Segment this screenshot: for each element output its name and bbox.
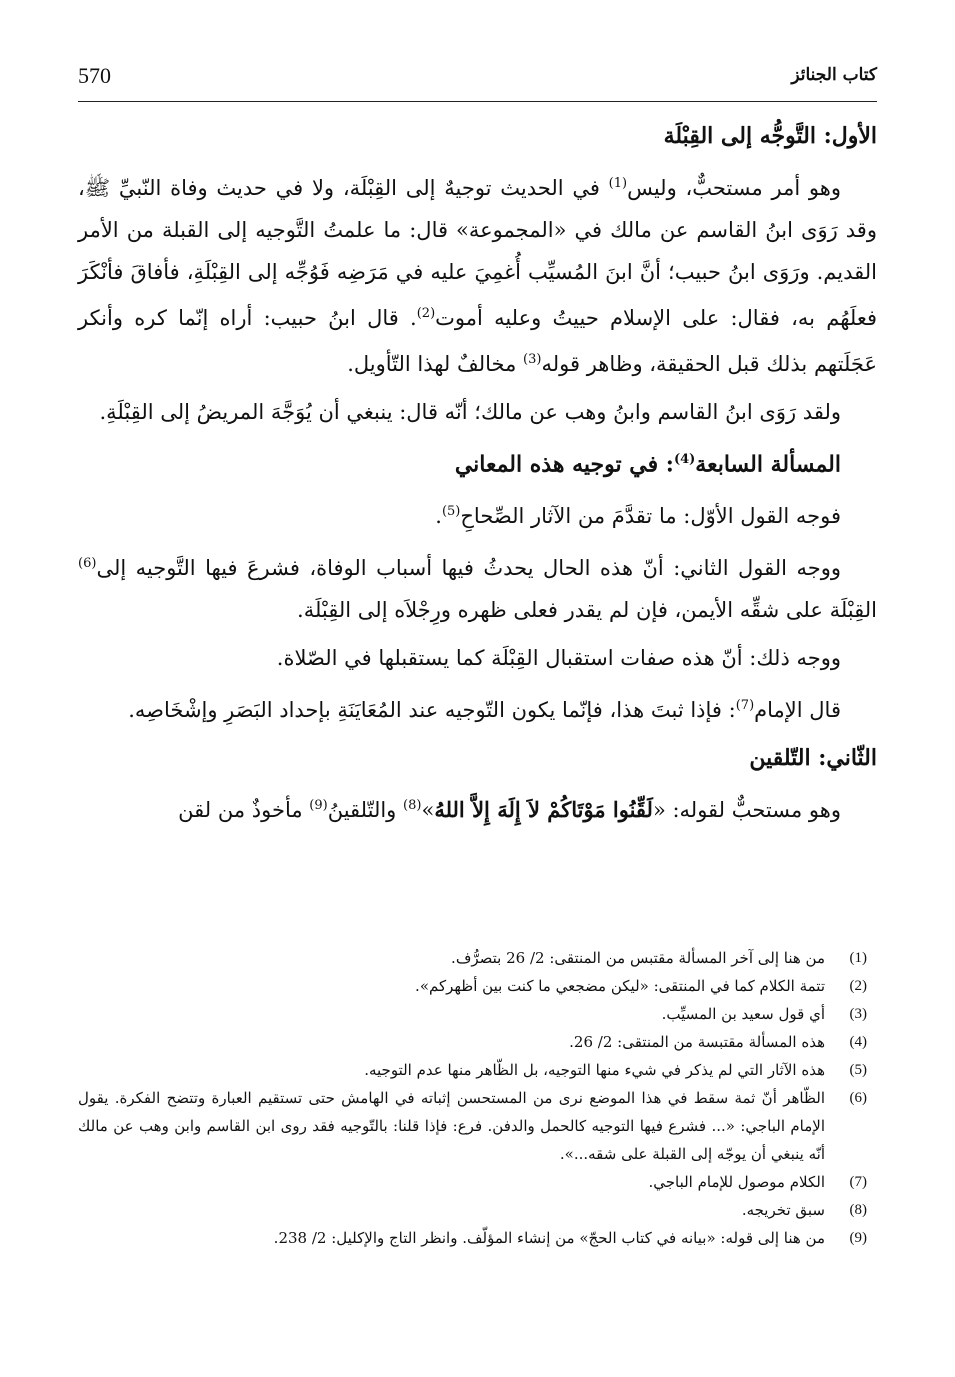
text-run: القِبْلَة على شقِّه الأيمن، فإن لم يقدر فعلى ظهره ورِجْلاَه إلى القِبْلَة. [297,598,877,623]
footnote-text: سبق تخريجه. [741,1201,825,1219]
footnote-number: (9) [849,1230,867,1246]
footnote-4 [78,1028,867,1056]
footnotes [78,944,867,1252]
footnote-1 [78,944,867,972]
footnote-ref-7[interactable]: (7) [735,698,755,714]
footnote-number: (5) [849,1062,867,1078]
paragraph-6 [78,685,877,731]
section-heading-2 [78,439,877,485]
hadith-quote: لَقِّنُوا مَوْتَاكُمْ لاَ إِلَهَ إِلاَّ اللهُ [434,797,653,823]
running-title: كتاب الجنائز [791,65,877,85]
paragraph-7 [78,785,877,831]
footnote-2 [78,972,867,1000]
paragraph-3 [78,491,877,537]
footnote-number: (6) [849,1090,867,1106]
section-heading-1: الأول: التَّوجُّه إلى القِبْلَة [663,123,877,149]
footnote-ref-6[interactable]: (6) [78,556,97,572]
footnote-6 [78,1084,867,1168]
footnote-8 [78,1196,867,1224]
footnote-ref-1[interactable]: (1) [608,176,628,191]
text-run: قال الإمام [754,698,841,723]
page-header [78,63,877,99]
footnote-ref-9[interactable]: (9) [309,798,328,814]
footnote-ref-3[interactable]: (3) [523,352,542,367]
footnote-text: الظّاهر أنّ ثمة سقط في هذا الموضع نرى من المستحسن إثباته في الهامش حتى تستقيم العبارة وتتضح الفكرة. يقول الإمام الباجي: «... فشرع فيها التوجيه كالحمل والدفن. فرع: فإذا قلنا: بالتّوجيه فقد روى ابن القاسم وابن وهب عن مالك أنّه ينبغي أن يوجّه إلى القبلة على شقه...». [78,1089,825,1163]
footnote-text: الكلام موصول للإمام الباجي. [648,1173,825,1191]
footnote-text: من هنا إلى آخر المسألة مقتبس من المنتقى: 2/ 26 بتصرُّف. [451,949,825,967]
text-run: مأخوذٌ من لقن [178,798,310,823]
text-run: ووجه القول الثاني: أنّ هذه الحال يحدثُ فيها أسباب الوفاة، فشرعَ فيها التَّوجيه إلى [96,556,841,581]
footnote-text: من هنا إلى قوله: «بيانه في كتاب الحجّ» من إنشاء المؤلّف. وانظر التاج والإكليل: 2/ 238. [273,1229,825,1247]
text-run: وهو أمر مستحبٌّ، وليس [627,176,841,200]
text-run: . [435,504,442,529]
footnote-ref-5[interactable]: (5) [441,504,461,520]
section-heading-3: الثّاني: التّلقين [749,745,877,772]
text-run: في الحديث توجيهٌ إلى القِبْلَة، ولا في حديث وفاة النّبيِّ ﷺ، وقد رَوَى ابنُ القاسم عن مالك في «المجموعة» قال: ما علمتُ التَّوجيه إلى القبلة من الأمر القديم. ورَوَى ابنُ حبيب؛ أنَّ ابنَ المُسيِّب أُغمِيَ عليه في مَرَضِه فَوُجِّه إلى القِبْلَةِ، فأفاقَ فأنْكَرَ فعلَهُم به، فقال: على الإسلام حييتُ وعليه أموت [78,176,877,330]
footnote-3 [78,1000,867,1028]
footnote-text: هذه الآثار التي لم يذكر في شيء منها التوجيه، بل الظّاهر منها عدم التوجيه. [364,1061,825,1079]
footnote-ref-4[interactable]: (4) [673,452,696,467]
footnote-text: تتمة الكلام كما في المنتقى: «ليكن مضجعي ما كنت بين أظهركم». [415,977,825,995]
text-run: المسألة السابعة [695,451,841,478]
footnote-number: (4) [849,1034,867,1050]
footnote-number: (2) [849,978,867,994]
page-number: 570 [78,63,111,88]
paragraph-1 [78,163,877,385]
text-run: فوجه القول الأوّل: ما تقدَّمَ من الآثار الصِّحاحِ [460,504,841,529]
text-run: » [421,798,435,823]
text-run: مخالفٌ لهذا التّأويل. [347,352,524,376]
text-run: وهو مستحبٌّ لقوله: « [652,798,841,823]
header-divider [78,101,877,102]
footnote-number: (7) [849,1174,867,1190]
paragraph-2: ولقد رَوَى ابنُ القاسم وابنُ وهب عن مالك؛ أنّه قال: ينبغي أن يُوَجَّهَ المريضُ إلى القِبْلَةِ. [99,400,841,424]
footnote-ref-8[interactable]: (8) [403,798,422,814]
footnote-text: أي قول سعيد بن المسيِّب. [661,1005,825,1023]
main-text [78,115,877,837]
footnote-text: هذه المسألة مقتبسة من المنتقى: 2/ 26. [569,1033,825,1051]
paragraph-4 [78,543,877,631]
footnote-9 [78,1224,867,1252]
footnote-5 [78,1056,867,1084]
paragraph-5: ووجه ذلك: أنّ هذه صفات استقبال القِبْلَة كما يستقبلها في الصّلاة. [276,646,841,671]
text-run: والتّلقينُ [327,798,404,823]
text-run: . قال ابنُ حبيب: أراه إنّما كره وأنكر عَجَلَتهم بذلك قبل الحقيقة، وظاهر قوله [78,306,877,376]
footnote-ref-2[interactable]: (2) [416,306,436,321]
footnote-number: (1) [849,950,867,966]
text-run: : في توجيه هذه المعاني [454,451,674,478]
text-run: : فإذا ثبتَ هذا، فإنّما يكون التّوجيه عند المُعَايَنَةِ بإحداد البَصَرِ وإشْخَاصِه. [128,698,736,723]
footnote-number: (3) [849,1006,867,1022]
footnote-number: (8) [849,1202,867,1218]
footnote-7 [78,1168,867,1196]
